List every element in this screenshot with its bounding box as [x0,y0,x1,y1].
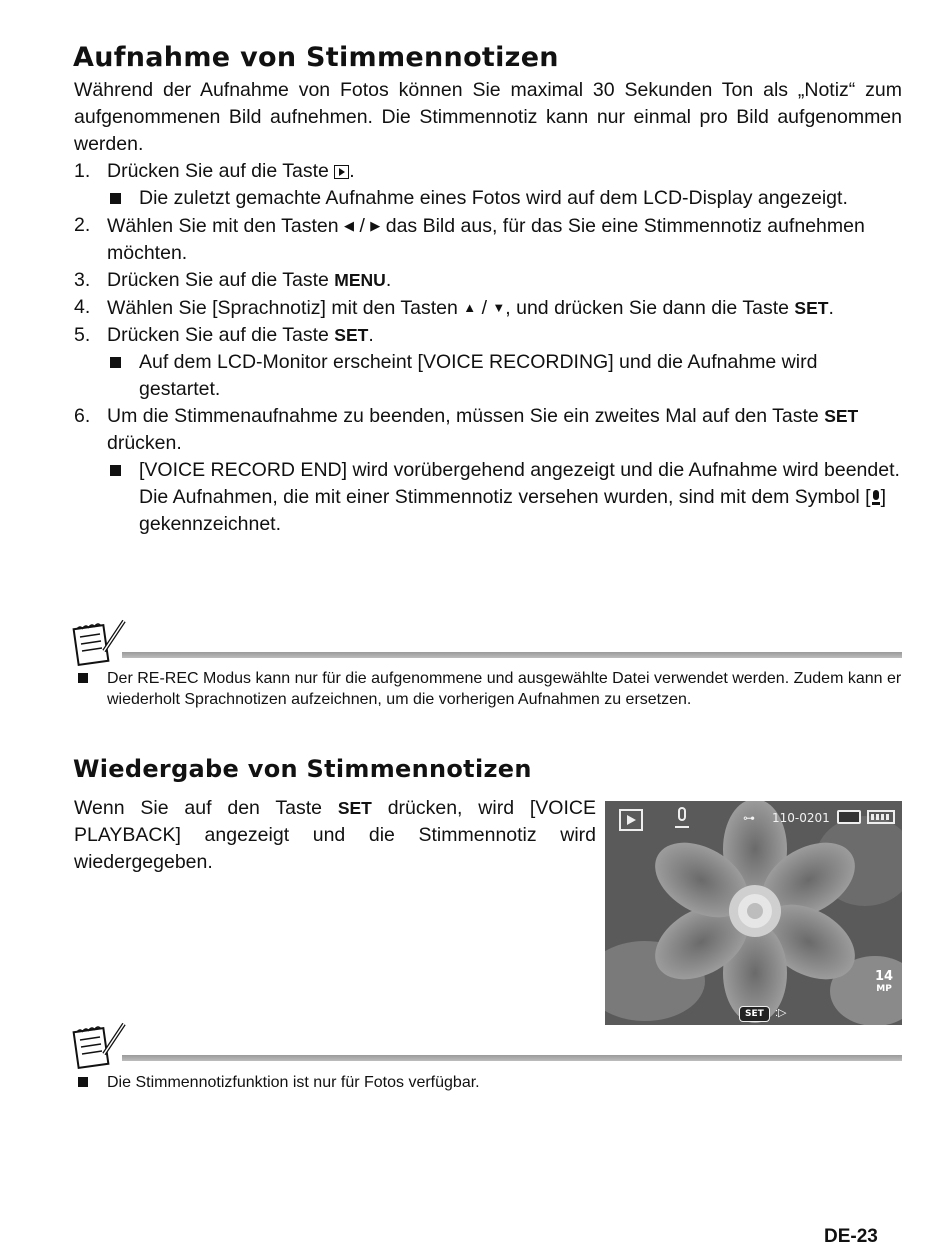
step-text: drücken. [107,432,182,454]
key-label: SET [824,406,859,426]
intro-paragraph: Während der Aufnahme von Fotos können Sie maximal 30 Sekunden Ton als „Notiz“ zum aufgenommenen Bild aufnehmen. Die Stimmennotiz kann nur einmal pro Bild aufgenommen werden. [74,79,902,155]
step-text: Drücken Sie auf die Taste [107,324,329,346]
step-5 [74,322,904,403]
step-2 [74,212,904,267]
step-text: , und drücken Sie dann die Taste [505,297,789,319]
step-text: . [828,297,834,319]
paragraph-text: Wenn Sie auf den Taste [74,797,322,819]
note-divider [122,652,902,658]
step-text: . [385,269,392,291]
step-text: Um die Stimmenaufnahme zu beenden, müssen Sie ein zweites Mal auf den Taste [107,405,819,427]
bullet-square-icon [78,673,88,683]
separator: / [359,215,365,237]
playback-mode-icon [619,809,643,831]
bullet-text: Auf dem LCD-Monitor erscheint [VOICE RECORDING] und die Aufnahme wird gestartet. [139,351,818,400]
playback-paragraph [74,795,596,876]
file-number: 110-0201 [772,811,830,825]
camera-lcd-screenshot [605,801,902,1025]
key-protect-icon: ⊶ [743,811,755,825]
arrow-right-icon: ▶ [370,218,381,233]
step-number: 4. [74,296,91,318]
note-notepad-icon [72,617,128,667]
bullet-square-icon [78,1077,88,1087]
flower-photo [605,801,902,1025]
step-4 [74,294,904,322]
step-6-bullet [107,457,904,538]
paragraph-text: drücken, wird [VOICE PLAYBACK] angezeigt und die Stimmennotiz wird wiedergegeben. [74,797,596,873]
step-6 [74,403,904,538]
bullet-text: Die zuletzt gemachte Aufnahme eines Fotos wird auf dem LCD-Display angezeigt. [139,187,848,209]
section-title-recording: Aufnahme von Stimmennotizen [73,42,559,73]
resolution-unit: MP [876,984,892,994]
separator: / [481,297,487,319]
resolution-indicator [875,971,893,995]
step-number: 1. [74,160,91,182]
step-number: 3. [74,269,91,291]
note-item [76,1072,907,1093]
step-text: Drücken Sie auf die Taste [107,269,329,291]
step-1 [74,158,904,212]
step-5-bullet [107,349,904,403]
arrow-down-icon: ▼ [492,300,506,315]
section-title-playback: Wiedergabe von Stimmennotizen [73,755,532,783]
step-text: Wählen Sie mit den Tasten [107,215,339,237]
play-hint-icon: :▷ [775,1007,787,1019]
set-button-hint: SET [739,1006,770,1022]
bullet-square-icon [110,357,121,368]
step-text: . [368,324,374,346]
step-number: 2. [74,214,91,236]
note-notepad-icon [72,1020,128,1070]
bullet-square-icon [110,465,121,476]
playback-button-icon [334,165,349,179]
bullet-square-icon [110,193,121,204]
bullet-text: [VOICE RECORD END] wird vorübergehend angezeigt und die Aufnahme wird beendet. Die Aufnahmen, die mit einer Stimmennotiz versehen wurden, sind mit dem Symbol [ [139,459,900,508]
microphone-icon [871,490,881,506]
microphone-icon [675,807,689,831]
step-3 [74,267,904,294]
step-text: Wählen Sie [Sprachnotiz] mit den Tasten [107,297,458,319]
bullet-text: ] gekennzeichnet. [139,486,887,535]
step-text: . [349,160,355,182]
step-1-bullet [107,185,904,212]
key-label: MENU [334,270,386,290]
key-label: SET [337,798,372,818]
battery-icon [867,810,895,824]
arrow-up-icon: ▲ [463,300,477,315]
steps-list [74,158,904,538]
step-text: das Bild aus, für das Sie eine Stimmennotiz aufnehmen möchten. [107,215,865,264]
arrow-left-icon: ◀ [344,218,355,233]
note-text: Der RE-REC Modus kann nur für die aufgenommene und ausgewählte Datei verwendet werden. Zudem kann er wiederholt Sprachnotizen aufzeichnen, um die vorherigen Aufnahmen zu ersetzen. [107,670,902,708]
note-text: Die Stimmennotizfunktion ist nur für Fotos verfügbar. [107,1074,480,1091]
memory-card-icon [837,810,861,824]
step-number: 6. [74,405,91,427]
step-number: 5. [74,324,91,346]
note-item [76,668,907,710]
resolution-value: 14 [875,969,894,984]
key-label: SET [794,298,829,318]
note-divider [122,1055,902,1061]
step-text: Drücken Sie auf die Taste [107,160,329,182]
key-label: SET [334,325,369,345]
page-number: DE-23 [824,1226,878,1247]
